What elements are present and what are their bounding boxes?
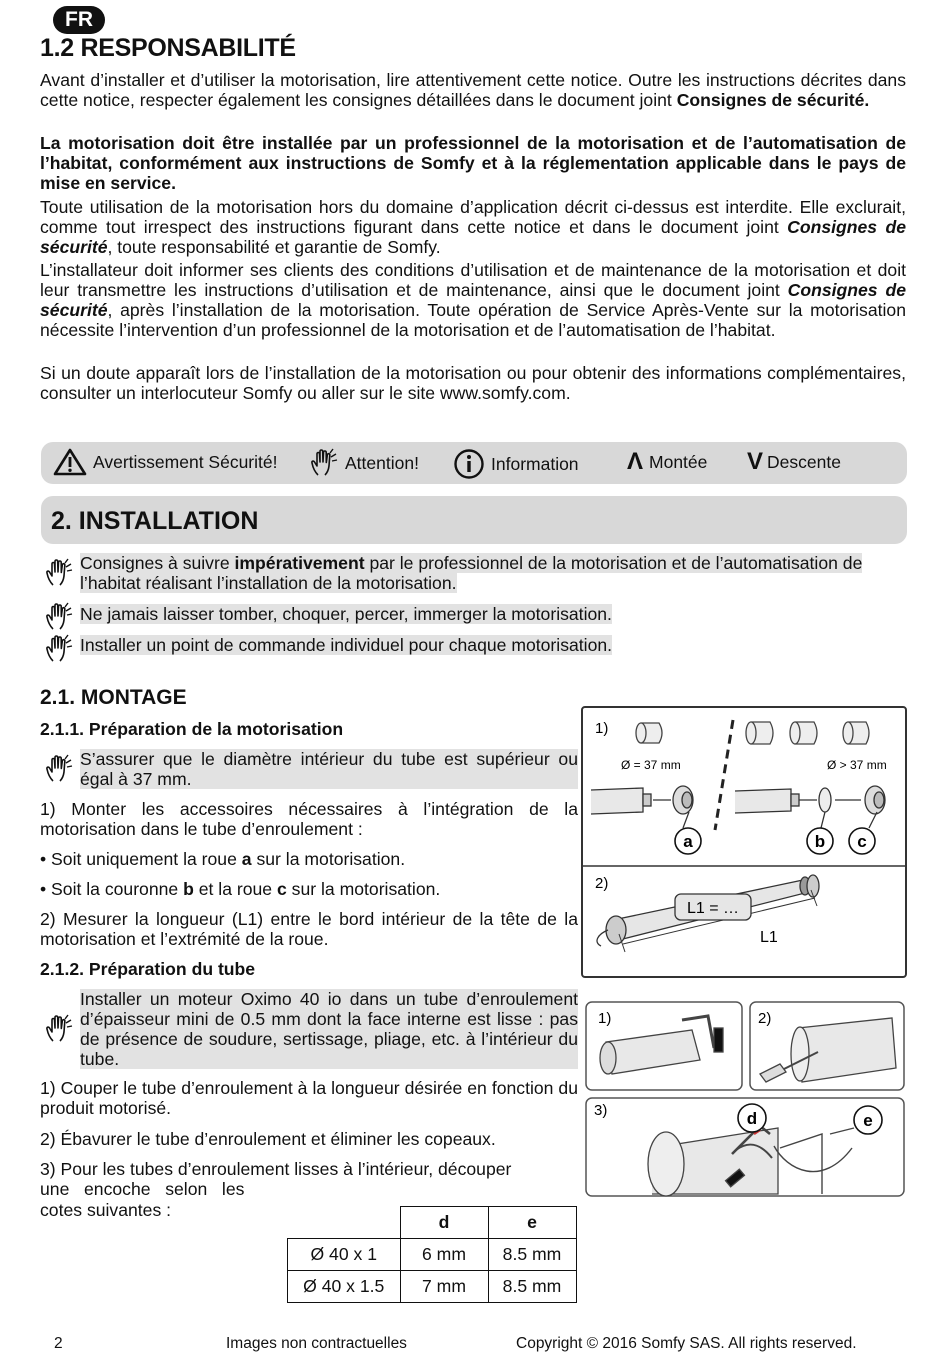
legend-up: Λ Montée [627,448,708,475]
subsection-title-motorisation: 2.1.1. Préparation de la motorisation [40,719,344,739]
motor-preparation-illustration [583,708,905,976]
step-notch-line1: 3) Pour les tubes d’enroulement lisses à l’intérieur, découper [40,1159,512,1179]
warning-triangle-icon [53,448,87,476]
section-title-installation: 2. INSTALLATION [41,496,907,544]
step-cut-tube: 1) Couper le tube d’enroulement à la longueur désirée en fonction du produit motorisé. [40,1078,578,1118]
table-cell: 7 mm [400,1271,488,1303]
paragraph-professional: La motorisation doit être installée par un professionnel de la motorisation et de l’automatisation de l’habitat, conformément aux instructions de Somfy et à la réglementation applicable dans le pays de mise en service. [40,133,906,193]
step-notch-line2: une encoche selon les [40,1179,245,1199]
information-icon [453,448,485,480]
step-mount-accessories: 1) Monter les accessoires nécessaires à l’intégration de la motorisation dans le tube d’enroulement : [40,799,578,839]
subsection-title-tube: 2.1.2. Préparation du tube [40,959,256,979]
fig2-label-e: e [863,1111,873,1130]
page-number: 2 [54,1335,63,1352]
figure-tube-preparation [582,998,910,1198]
section-title-montage: 2.1. MONTAGE [40,686,187,709]
footer-copyright: Copyright © 2016 Somfy SAS. All rights reserved. [516,1335,857,1352]
table-header-cell [288,1207,401,1239]
symbol-legend [41,442,907,484]
paragraph-installer: L’installateur doit informer ses clients des conditions d’utilisation et de maintenance de la motorisation et doit leur transmettre les instructions d’utilisation et de maintenance, ainsi que le document joint Consignes de sécurité, après l’installation de la motorisation. Toute opération de Service Après-Vente sur la motorisation nécessite l’intervention d’un professionnel de la motorisation et de l’automatisation de l’habitat. [40,260,906,340]
caution-text-1: Consignes à suivre impérativement par le professionnel de la motorisation et de l’automatisation de l’habitat réalisant l’installation de la motorisation. [80,553,863,593]
fig1-label-a: a [683,832,693,851]
hand-caution-icon [44,600,74,632]
fig1-diameter-gt: Ø > 37 mm [827,758,887,772]
hand-caution-icon [44,1012,74,1044]
hand-caution-icon [44,752,74,784]
tube-preparation-illustration [582,998,910,1198]
hand-caution-icon [44,632,74,664]
table-cell: Ø 40 x 1 [288,1239,401,1271]
up-arrow-icon: Λ [627,448,644,475]
table-cell: 6 mm [400,1239,488,1271]
caution-text-2: Ne jamais laisser tomber, choquer, percer, immerger la motorisation. [80,604,612,624]
step-deburr-tube: 2) Ébavurer le tube d’enroulement et éliminer les copeaux. [40,1129,496,1149]
fig1-l1: L1 [760,929,778,946]
caution-tube-thickness: Installer un moteur Oximo 40 io dans un tube d’enroulement d’épaisseur mini de 0.5 mm dont la face interne est lisse : pas de présence de soudure, sertissage, pliage, etc. à l’intérieur du tube. [80,989,578,1069]
figure-motor-preparation [581,706,907,978]
fig1-label-b: b [814,832,826,851]
table-header-cell: e [488,1207,576,1239]
table-cell: 8.5 mm [488,1239,576,1271]
paragraph-intro: Avant d’installer et d’utiliser la motorisation, lire attentivement cette notice. Outre les instructions décrites dans cette notice, respecter également les consignes détaillées dans le document joint Consignes de sécurité. [40,70,906,110]
hand-caution-icon [44,556,74,588]
caution-diameter: S’assurer que le diamètre intérieur du tube est supérieur ou égal à 37 mm. [80,749,578,789]
step-measure-l1: 2) Mesurer la longueur (L1) entre le bord intérieur de la tête de la motorisation et l’extrémité de la roue. [40,909,578,949]
footer-disclaimer: Images non contractuelles [226,1335,407,1352]
bullet-roue-a: • Soit uniquement la roue a sur la motorisation. [40,849,406,869]
fig1-step2-label: 2) [595,875,609,892]
fig1-step1-label: 1) [595,720,609,737]
table-header-row [288,1207,577,1239]
section-title-responsabilite: 1.2 RESPONSABILITÉ [40,34,296,62]
legend-attention: Attention! [309,448,419,478]
fig2-step3-label: 3) [594,1102,608,1119]
fig1-diameter-eq: Ø = 37 mm [621,758,681,772]
fig2-label-d: d [746,1109,758,1128]
table-cell: 8.5 mm [488,1271,576,1303]
caution-text-3: Installer un point de commande individuel pour chaque motorisation. [80,635,613,655]
fig2-step2-label: 2) [758,1010,772,1027]
legend-information: Information [453,448,579,480]
language-badge: FR [53,6,105,34]
fig1-label-c: c [857,832,867,851]
fig2-step1-label: 1) [598,1010,612,1027]
step-notch-line3: cotes suivantes : [40,1200,172,1220]
table-header-cell: d [400,1207,488,1239]
down-arrow-icon: V [747,448,764,475]
legend-warning: Avertissement Sécurité! [53,448,277,476]
table-row [288,1239,577,1271]
table-cell: Ø 40 x 1.5 [288,1271,401,1303]
paragraph-usage: Toute utilisation de la motorisation hors du domaine d’application décrit ci-dessus est interdite. Elle exclurait, comme tout irrespect des instructions figurant dans cette notice et dans le document joint Consignes de sécurité, toute responsabilité et garantie de Somfy. [40,197,906,257]
legend-down: V Descente [747,448,841,475]
notch-dimension-table [287,1206,577,1303]
table-row [288,1271,577,1303]
fig1-l1-eq: L1 = … [687,900,740,917]
bullet-couronne-b: • Soit la couronne b et la roue c sur la motorisation. [40,879,441,899]
hand-caution-icon [309,448,339,478]
paragraph-doubt: Si un doute apparaît lors de l’installation de la motorisation ou pour obtenir des informations complémentaires, consulter un interlocuteur Somfy ou aller sur le site www.somfy.com. [40,363,906,403]
